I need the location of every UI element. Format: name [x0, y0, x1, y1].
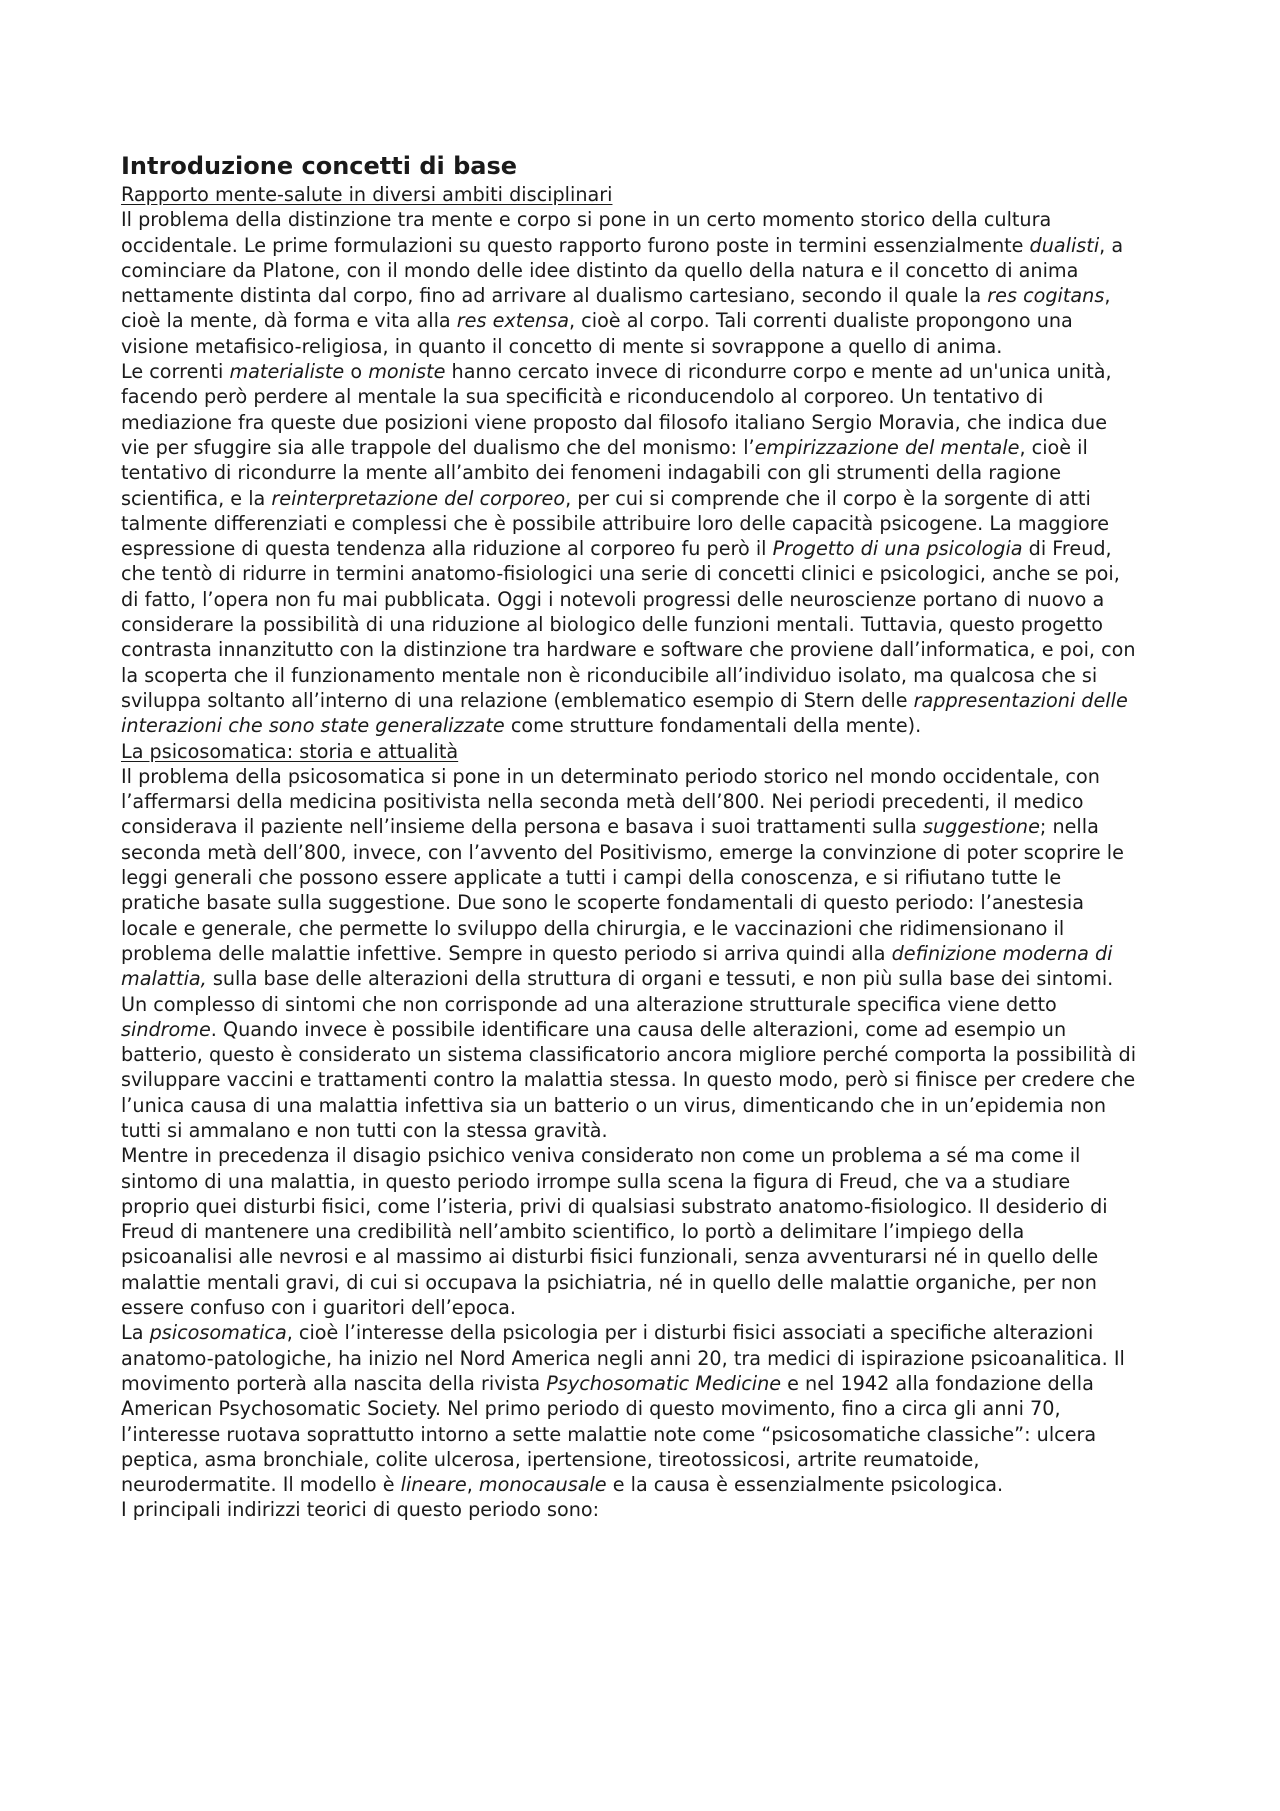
- paragraph: [121, 207, 1141, 359]
- italic-text: psicosomatica: [149, 1321, 287, 1345]
- text-run: Le correnti: [121, 360, 230, 384]
- section-heading: [121, 739, 1141, 764]
- text-run: Mentre in precedenza il disagio psichico veniva considerato non come un problema a sé ma come il sintomo di una malattia, in questo periodo irrompe sulla scena la figura di Freud, che va a studiare proprio quei disturbi fisici, come l’isteria, privi di qualsiasi substrato anatomo-fisiologico. Il desiderio di Freud di mantenere una credibilità nell’ambito scientifico, lo portò a delimitare l’impiego della psicoanalisi alle nevrosi e al massimo ai disturbi fisici funzionali, senza avventurarsi né in quello delle malattie mentali gravi, di cui si occupava la psichiatria, né in quello delle malattie organiche, per non essere confuso con i guaritori dell’epoca.: [121, 1144, 1108, 1320]
- text-run: e la causa è essenzialmente psicologica.: [606, 1473, 1004, 1497]
- text-run: hanno cercato invece di ricondurre corpo e mente ad un'unica unità, facendo però perdere al mentale la sua specificità e riconducendolo al corporeo. Un tentativo di mediazione fra queste due posizioni viene proposto dal filosofo italiano Sergio Moravia, che indica due vie per sfuggire sia alle trappole del dualismo che del monismo: l’: [121, 360, 1112, 459]
- text-run: ,: [466, 1473, 479, 1497]
- text-run: come strutture fondamentali della mente).: [504, 714, 922, 738]
- document-page: [121, 150, 1141, 1523]
- italic-text: res cogitans: [987, 284, 1105, 308]
- paragraph: [121, 764, 1141, 1143]
- italic-text: sindrome: [121, 1017, 211, 1041]
- text-run: , a cominciare da Platone, con il mondo delle idee distinto da quello della natura e il concetto di anima nettamente distinta dal corpo, fino ad arrivare al dualismo cartesiano, secondo il quale la: [121, 233, 1124, 308]
- italic-text: lineare: [400, 1473, 467, 1497]
- italic-text: empirizzazione del mentale: [754, 435, 1020, 459]
- text-run: , per cui si comprende che il corpo è la sorgente di atti talmente differenziati e complessi che è possibile attribuire loro delle capacità psicogene. La maggiore espressione di questa tendenza alla riduzione al corporeo fu però il: [121, 486, 1110, 561]
- italic-text: suggestione: [923, 815, 1040, 839]
- italic-text: Psychosomatic Medicine: [546, 1371, 782, 1395]
- italic-text: res extensa: [456, 309, 569, 333]
- italic-text: monocausale: [478, 1473, 607, 1497]
- text-run: I principali indirizzi teorici di questo periodo sono:: [121, 1498, 600, 1522]
- italic-text: Progetto di una psicologia: [772, 537, 1023, 561]
- italic-text: materialiste: [229, 360, 345, 384]
- section-heading-text: La psicosomatica: storia e attualità: [121, 739, 459, 763]
- paragraph: [121, 1320, 1141, 1497]
- text-run: , cioè il tentativo di ricondurre la mente all’ambito dei fenomeni indagabili con gli strumenti della ragione scientifica, e la: [121, 435, 1088, 510]
- paragraph: [121, 1497, 1141, 1522]
- text-run: di Freud, che tentò di ridurre in termini anatomo-fisiologici una serie di concetti clinici e psicologici, anche se poi, di fatto, l’opera non fu mai pubblicata. Oggi i notevoli progressi delle neuroscienze portano di nuovo a considerare la possibilità di una riduzione al biologico delle funzioni mentali. Tuttavia, questo progetto contrasta innanzitutto con la distinzione tra hardware e software che proviene dall’informatica, e poi, con la scoperta che il funzionamento mentale non è riconducibile all’individuo isolato, ma qualcosa che si sviluppa soltanto all’interno di una relazione (emblematico esempio di Stern delle: [121, 537, 1136, 712]
- document-title: Introduzione concetti di base: [121, 152, 518, 180]
- text-run: La: [121, 1321, 150, 1345]
- italic-text: reinterpretazione del corporeo: [271, 486, 566, 510]
- text-run: e nel 1942 alla fondazione della American Psychosomatic Society. Nel primo periodo di questo movimento, fino a circa gli anni 70, l’interesse ruotava soprattutto intorno a sette malattie note come “psicosomatiche classiche”: ulcera peptica, asma bronchiale, colite ulcerosa, ipertensione, tireotossicosi, artrite reumatoide, neurodermatite. Il modello è: [121, 1371, 1097, 1497]
- text-run: . Quando invece è possibile identificare una causa delle alterazioni, come ad esempio un batterio, questo è considerato un sistema classificatorio ancora migliore perché comporta la possibilità di sviluppare vaccini e trattamenti contro la malattia stessa. In questo modo, però si finisce per credere che l’unica causa di una malattia infettiva sia un batterio o un virus, dimenticando che in un’epidemia non tutti si ammalano e non tutti con la stessa gravità.: [121, 1017, 1137, 1142]
- text-run: , cioè l’interesse della psicologia per i disturbi fisici associati a specifiche alterazioni anatomo-patologiche, ha inizio nel Nord America negli anni 20, tra medici di ispirazione psicoanalitica. Il movimento porterà alla nascita della rivista: [121, 1321, 1125, 1395]
- text-run: ; nella seconda metà dell’800, invece, con l’avvento del Positivismo, emerge la convinzione di poter scoprire le leggi generali che possono essere applicate a tutti i campi della conoscenza, e si rifiutano tutte le pratiche basate sulla suggestione. Due sono le scoperte fondamentali di questo periodo: l’anestesia locale e generale, che permette lo sviluppo della chirurgia, e le vaccinazioni che ridimensionano il problema delle malattie infettive. Sempre in questo periodo si arriva quindi alla: [121, 815, 1124, 965]
- italic-text: rappresentazioni delle interazioni che sono state generalizzate: [121, 688, 1128, 738]
- text-run: o: [344, 360, 369, 384]
- section-heading: [121, 182, 1141, 207]
- text-run: , cioè la mente, dà forma e vita alla: [121, 284, 1111, 333]
- text-run: sulla base delle alterazioni della struttura di organi e tessuti, e non più sulla base dei sintomi. Un complesso di sintomi che non corrisponde ad una alterazione strutturale specifica viene detto: [121, 967, 1114, 1016]
- paragraph: [121, 359, 1141, 738]
- paragraph: [121, 1143, 1141, 1320]
- text-run: , cioè al corpo. Tali correnti dualiste propongono una visione metafisico-religiosa, in quanto il concetto di mente si sovrappone a quello di anima.: [121, 309, 1073, 358]
- document-body: [121, 182, 1141, 1523]
- italic-text: moniste: [368, 360, 446, 384]
- text-run: Il problema della distinzione tra mente e corpo si pone in un certo momento storico della cultura occidentale. Le prime formulazioni su questo rapporto furono poste in termini essenzialmente: [121, 208, 1052, 257]
- italic-text: definizione moderna di malattia,: [121, 941, 1113, 991]
- italic-text: dualisti: [1029, 233, 1100, 257]
- section-heading-text: Rapporto mente-salute in diversi ambiti disciplinari: [121, 183, 613, 206]
- text-run: Il problema della psicosomatica si pone in un determinato periodo storico nel mondo occidentale, con l’affermarsi della medicina positivista nella seconda metà dell’800. Nei periodi precedenti, il medico considerava il paziente nell’insieme della persona e basava i suoi trattamenti sulla: [121, 764, 1100, 839]
